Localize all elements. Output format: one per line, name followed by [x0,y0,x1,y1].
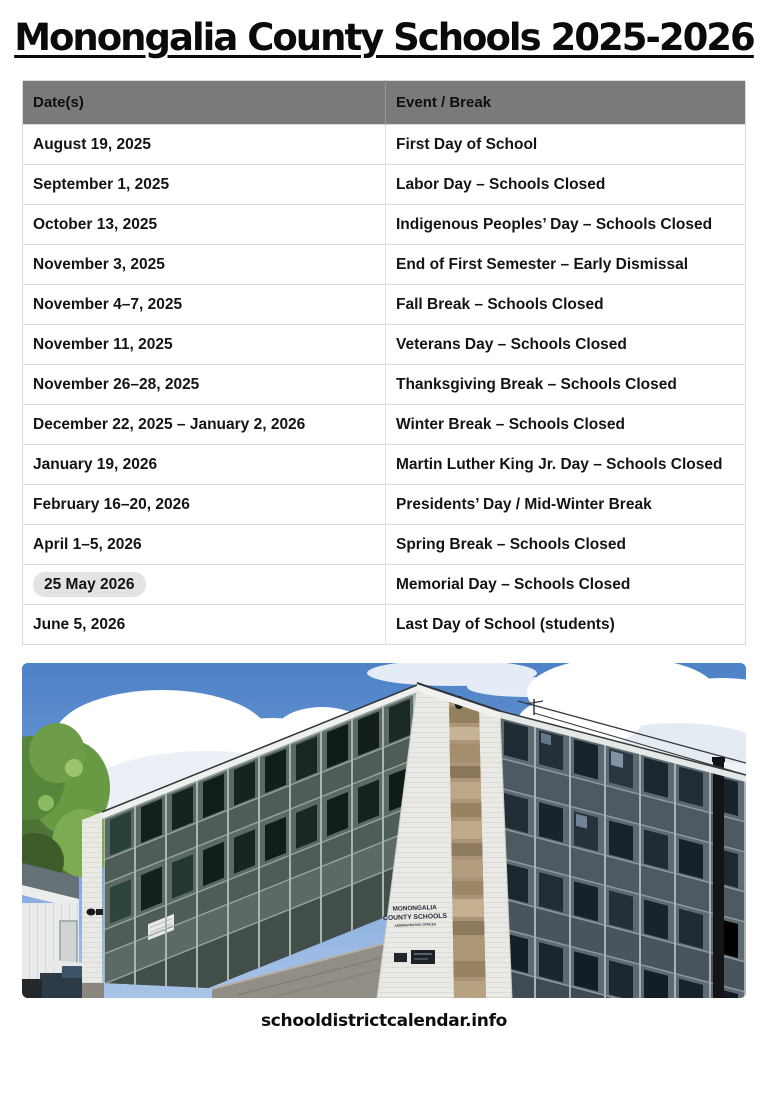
date-cell [23,285,386,325]
date-text: January 19, 2026 [33,456,158,473]
date-text: June 5, 2026 [33,616,126,633]
header-row [23,81,746,125]
calendar-table-header [23,81,746,125]
event-cell: Indigenous Peoples’ Day – Schools Closed [386,205,746,245]
col-header-dates: Date(s) [23,81,386,125]
event-cell: End of First Semester – Early Dismissal [386,245,746,285]
event-cell: Last Day of School (students) [386,605,746,645]
date-cell [23,445,386,485]
event-cell: Fall Break – Schools Closed [386,285,746,325]
table-row [23,565,746,605]
date-text: August 19, 2025 [33,136,152,153]
table-row [23,205,746,245]
table-row [23,325,746,365]
date-cell [23,205,386,245]
event-cell: Memorial Day – Schools Closed [386,565,746,605]
table-row [23,245,746,285]
date-text: November 3, 2025 [33,256,165,273]
event-cell: Veterans Day – Schools Closed [386,325,746,365]
date-text: November 11, 2025 [33,336,173,353]
wall-lamp [87,909,96,916]
date-cell [23,165,386,205]
event-cell: Winter Break – Schools Closed [386,405,746,445]
sign-line-3: ADMINISTRATIVE OFFICES [394,922,437,928]
building-photo [22,663,746,998]
col-header-event: Event / Break [386,81,746,125]
event-cell: Spring Break – Schools Closed [386,525,746,565]
date-cell [23,125,386,165]
table-row [23,605,746,645]
calendar-table [22,80,746,645]
page-title: Monongalia County Schools 2025-2026 [14,16,754,59]
table-row [23,405,746,445]
table-row [23,485,746,525]
date-text: December 22, 2025 – January 2, 2026 [33,416,306,433]
sign-line-1: MONONGALIA [392,904,438,913]
date-text: November 26–28, 2025 [33,376,200,393]
utility-pole [712,757,725,998]
table-row [23,365,746,405]
footer-url: schooldistrictcalendar.info [260,1011,508,1031]
date-cell [23,325,386,365]
event-cell: Thanksgiving Break – Schools Closed [386,365,746,405]
event-cell: First Day of School [386,125,746,165]
date-text: October 13, 2025 [33,216,158,233]
calendar-table-body [23,125,746,645]
calendar-page [0,16,768,1102]
table-row [23,125,746,165]
date-cell [23,485,386,525]
date-cell [23,405,386,445]
date-text: April 1–5, 2026 [33,536,142,553]
table-row [23,165,746,205]
date-cell [23,365,386,405]
date-cell [23,245,386,285]
table-row [23,445,746,485]
date-text: February 16–20, 2026 [33,496,190,513]
sign-line-2: COUNTY SCHOOLS [382,912,448,923]
table-row [23,285,746,325]
date-cell [23,605,386,645]
date-text: 25 May 2026 [33,572,146,597]
event-cell: Presidents’ Day / Mid-Winter Break [386,485,746,525]
event-cell: Martin Luther King Jr. Day – Schools Closed [386,445,746,485]
date-text: November 4–7, 2025 [33,296,183,313]
date-cell [23,565,386,605]
date-cell [23,525,386,565]
event-cell: Labor Day – Schools Closed [386,165,746,205]
left-brick-pillar [82,812,104,998]
date-text: September 1, 2025 [33,176,170,193]
table-row [23,525,746,565]
